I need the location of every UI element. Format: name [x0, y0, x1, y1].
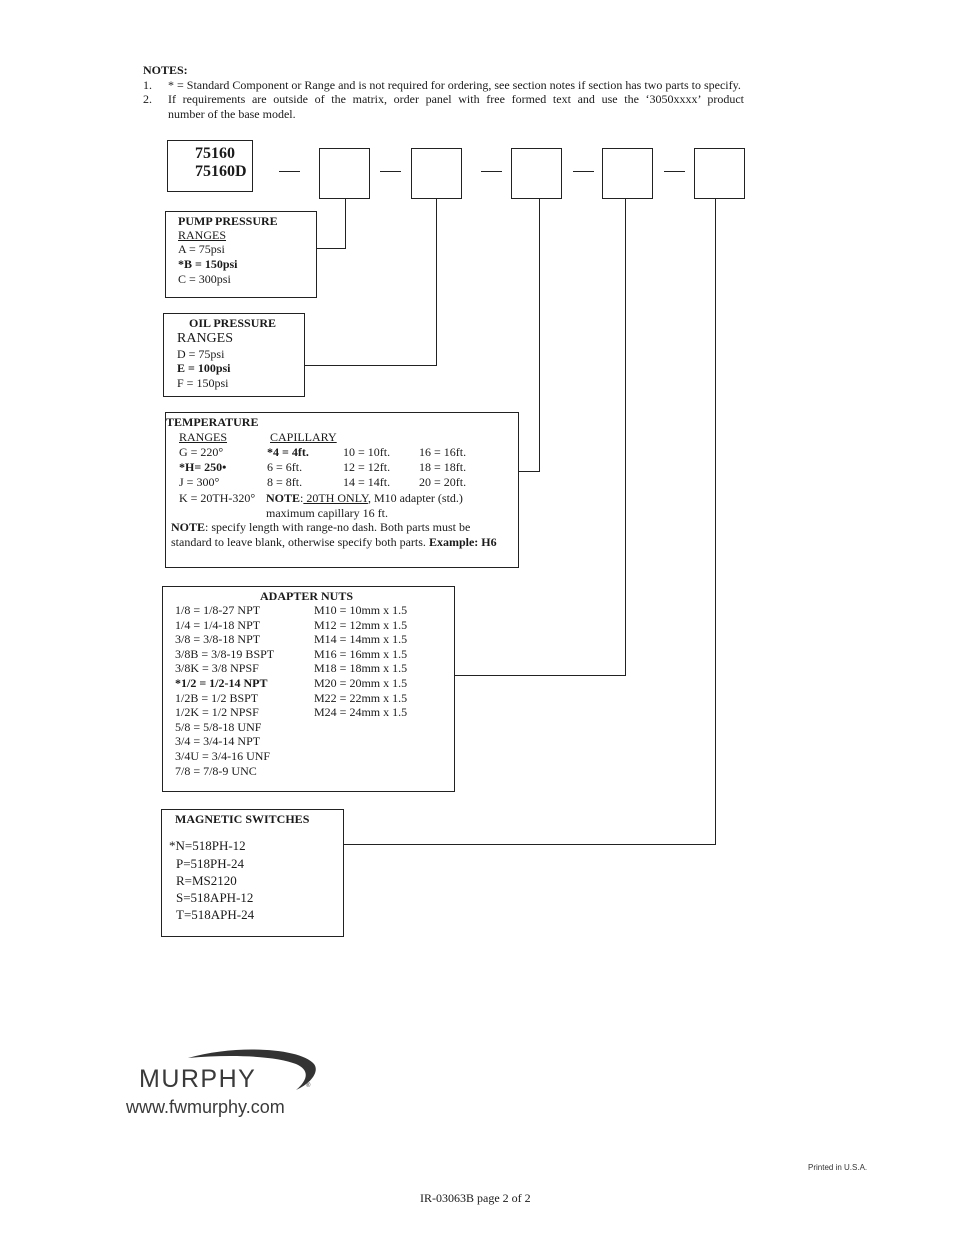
temperature-capillary-header: CAPILLARY	[270, 430, 337, 444]
oil-pressure-subtitle: RANGES	[177, 331, 234, 346]
connector-oil-h	[304, 365, 437, 366]
magnetic-switches-title: MAGNETIC SWITCHES	[175, 812, 310, 826]
pump-pressure-option: *B = 150psi	[178, 257, 238, 271]
temperature-box	[165, 412, 519, 568]
adapter-option: M22 = 22mm x 1.5	[314, 690, 408, 705]
slot-pump-pressure	[319, 148, 370, 199]
connector-magnetic-v	[715, 199, 716, 845]
magnetic-switch-option: S=518APH-12	[176, 890, 254, 905]
adapter-option: M20 = 20mm x 1.5	[314, 675, 408, 690]
note-2-line1: If requirements are outside of the matrix, order panel with free formed text and use the ‘3050xxxx’ product	[168, 92, 744, 106]
capillary-option: 8 = 8ft.	[267, 475, 303, 489]
oil-pressure-option: D = 75psi	[177, 347, 225, 361]
dash-5	[664, 171, 685, 172]
adapter-option: 1/4 = 1/4-18 NPT	[175, 617, 261, 632]
pump-pressure-title: PUMP PRESSURE	[178, 214, 278, 228]
temperature-k-note-line2: maximum capillary 16 ft.	[266, 506, 388, 520]
adapter-option: 1/2K = 1/2 NPSF	[175, 705, 259, 720]
capillary-option: 16 = 16ft.	[419, 445, 467, 459]
murphy-logo	[126, 1046, 326, 1122]
pump-pressure-box	[165, 211, 317, 298]
oil-pressure-box	[163, 313, 305, 397]
magnetic-switches-box	[161, 809, 344, 937]
adapter-option: 5/8 = 5/8-18 UNF	[175, 719, 262, 734]
dash-4	[573, 171, 594, 172]
adapter-option: 3/4U = 3/4-16 UNF	[175, 748, 271, 763]
capillary-option: 12 = 12ft.	[343, 460, 391, 474]
temperature-range: K = 20TH-320°	[179, 491, 256, 505]
page-number: IR-03063B page 2 of 2	[420, 1191, 531, 1205]
capillary-option: 14 = 14ft.	[343, 475, 391, 489]
oil-pressure-option: F = 150psi	[177, 376, 229, 390]
adapter-option: M16 = 16mm x 1.5	[314, 646, 408, 661]
adapter-option: 1/2B = 1/2 BSPT	[175, 690, 259, 705]
adapter-option: M24 = 24mm x 1.5	[314, 705, 408, 720]
oil-pressure-title: OIL PRESSURE	[189, 316, 277, 330]
adapter-option: 3/4 = 3/4-14 NPT	[175, 734, 261, 749]
dash-2	[380, 171, 401, 172]
pump-pressure-option: C = 300psi	[178, 272, 231, 286]
temperature-title: TEMPERATURE	[166, 415, 259, 429]
temperature-note-line2: standard to leave blank, otherwise specify both parts. Example: H6	[171, 535, 497, 549]
registered-mark-icon: ®	[306, 1083, 311, 1089]
adapter-option: M18 = 18mm x 1.5	[314, 661, 408, 676]
connector-pump-v	[345, 199, 346, 249]
printed-in-usa: Printed in U.S.A.	[808, 1163, 868, 1172]
slot-adapter-nuts	[602, 148, 653, 199]
connector-adapter-v	[625, 199, 626, 676]
temperature-k-note: NOTE: 20TH ONLY, M10 adapter (std.)	[266, 491, 463, 505]
magnetic-switch-option: P=518PH-24	[176, 856, 245, 871]
connector-oil-v	[436, 199, 437, 366]
notes-heading: NOTES:	[143, 63, 188, 77]
temperature-range: *H= 250•	[179, 460, 227, 474]
adapter-option: 3/8K = 3/8 NPSF	[175, 661, 259, 676]
slot-magnetic-switches	[694, 148, 745, 199]
logo-brand-text: MURPHY	[139, 1065, 257, 1093]
slot-temperature	[511, 148, 562, 199]
temperature-note: NOTE: specify length with range-no dash. Both parts must be	[171, 520, 471, 534]
magnetic-switch-option: *N=518PH-12	[169, 838, 246, 853]
dash-3	[481, 171, 502, 172]
adapter-nuts-col2	[314, 603, 407, 720]
oil-pressure-option: E = 100psi	[177, 361, 231, 375]
adapter-option: 3/8 = 3/8-18 NPT	[175, 632, 261, 647]
pump-pressure-option: A = 75psi	[178, 242, 225, 256]
adapter-option: M14 = 14mm x 1.5	[314, 632, 408, 647]
model-number-1: 75160	[195, 145, 235, 162]
note-2-line2: number of the base model.	[168, 107, 296, 121]
capillary-option: *4 = 4ft.	[267, 445, 309, 459]
magnetic-switch-option: R=MS2120	[176, 873, 237, 888]
adapter-nuts-title: ADAPTER NUTS	[260, 589, 354, 603]
note-1-text: * = Standard Component or Range and is not required for ordering, see section notes if section has two parts to specify.	[168, 78, 741, 92]
note-2-number: 2.	[143, 92, 152, 106]
connector-pump-h	[316, 248, 346, 249]
connector-magnetic-h	[343, 844, 716, 845]
pump-pressure-subtitle: RANGES	[178, 228, 227, 242]
capillary-option: 18 = 18ft.	[419, 460, 467, 474]
connector-temp-v	[539, 199, 540, 472]
model-number-box	[167, 140, 253, 192]
magnetic-switch-option: T=518APH-24	[176, 907, 255, 922]
capillary-option: 20 = 20ft.	[419, 475, 467, 489]
capillary-option: 10 = 10ft.	[343, 445, 391, 459]
capillary-option: 6 = 6ft.	[267, 460, 303, 474]
adapter-nuts-col1	[175, 603, 274, 778]
adapter-option: M12 = 12mm x 1.5	[314, 617, 408, 632]
model-number-2: 75160D	[195, 163, 247, 180]
connector-temp-h	[518, 471, 540, 472]
connector-adapter-h	[454, 675, 626, 676]
temperature-range: J = 300°	[179, 475, 220, 489]
adapter-option: 1/8 = 1/8-27 NPT	[175, 603, 261, 617]
dash-1	[279, 171, 300, 172]
adapter-option: 3/8B = 3/8-19 BSPT	[175, 646, 275, 661]
temperature-ranges-header: RANGES	[179, 430, 228, 444]
temperature-range: G = 220°	[179, 445, 224, 459]
adapter-option: 7/8 = 7/8-9 UNC	[175, 763, 257, 778]
adapter-option: M10 = 10mm x 1.5	[314, 603, 408, 617]
slot-oil-pressure	[411, 148, 462, 199]
adapter-option: *1/2 = 1/2-14 NPT	[175, 675, 268, 690]
adapter-nuts-box	[162, 586, 455, 792]
logo-url[interactable]: www.fwmurphy.com	[126, 1097, 285, 1117]
note-1-number: 1.	[143, 78, 152, 92]
